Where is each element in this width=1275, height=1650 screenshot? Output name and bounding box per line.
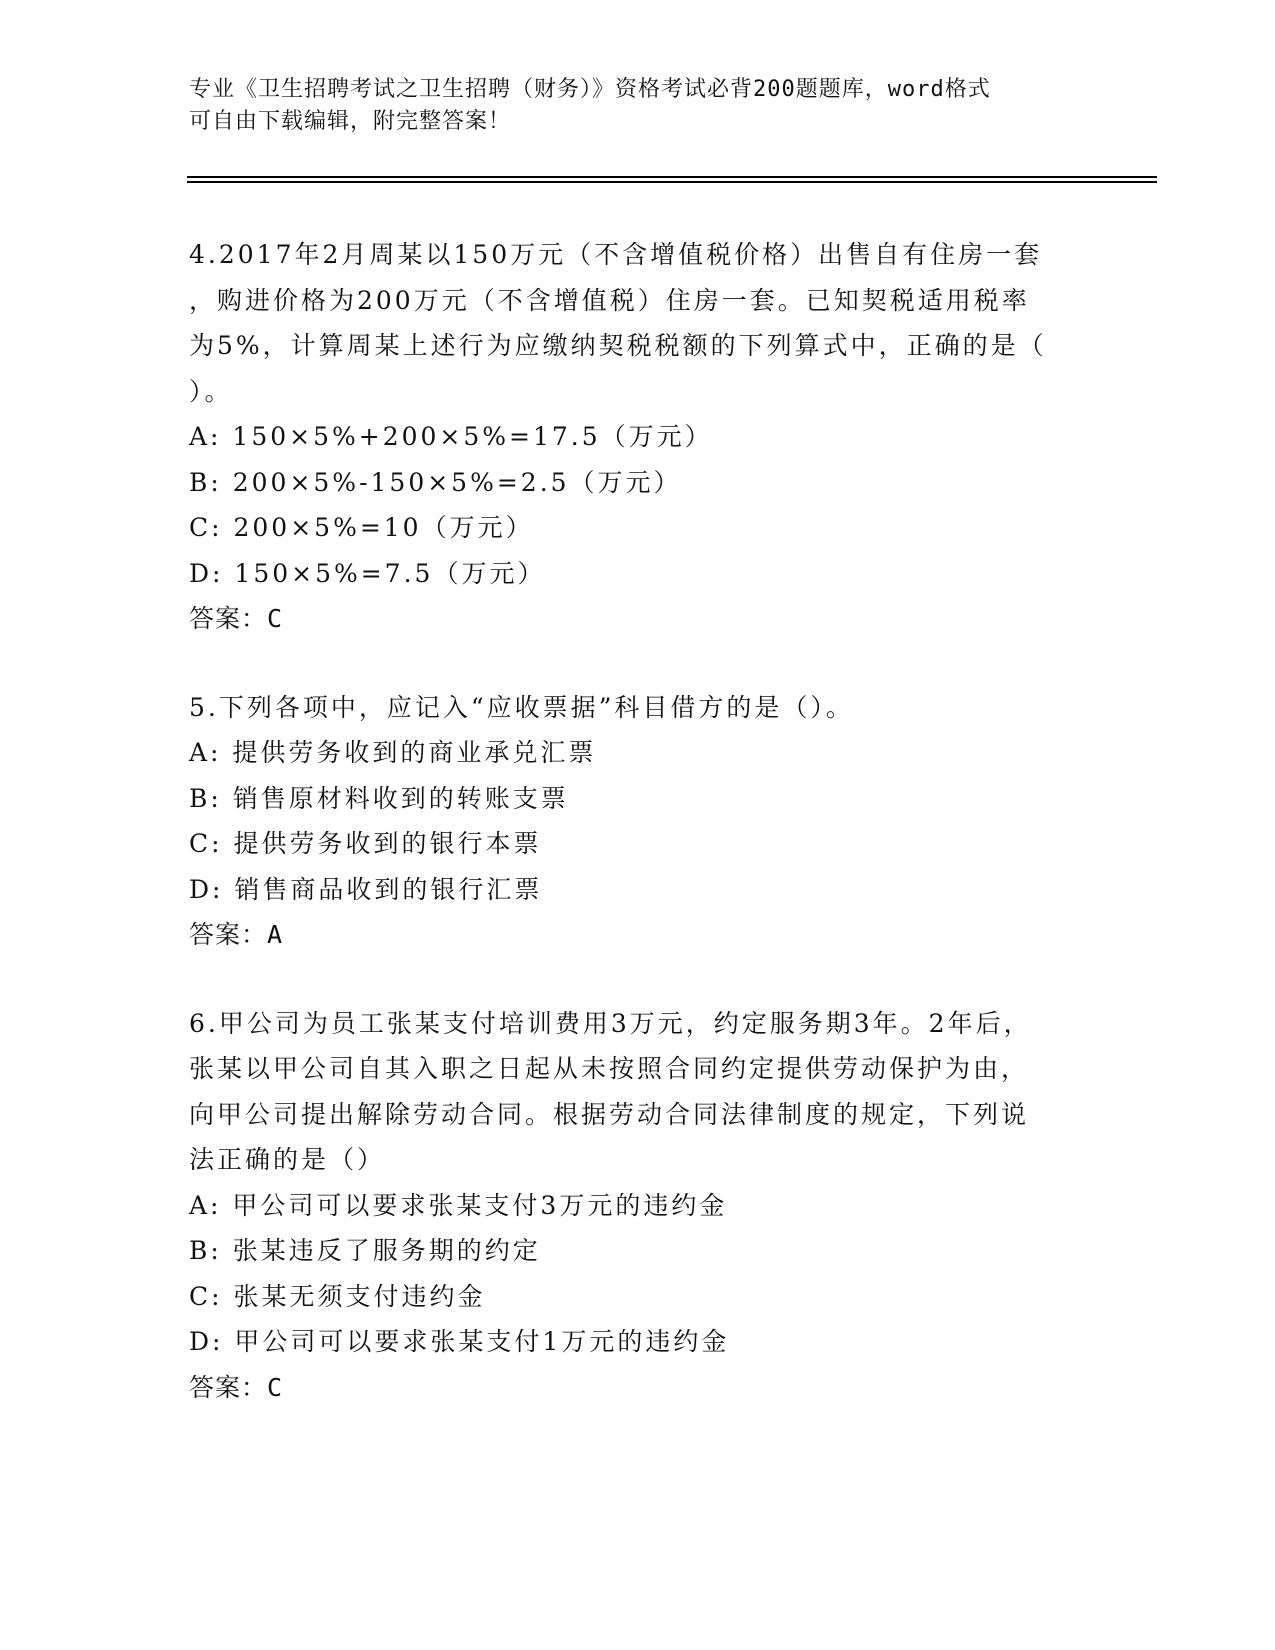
option-d: D: 销售商品收到的银行汇票 — [189, 874, 543, 904]
question-6 — [189, 1001, 1089, 1411]
option-a: A: 150×5%+200×5%=17.5（万元） — [189, 422, 713, 451]
option-b: B: 销售原材料收到的转账支票 — [189, 783, 569, 813]
option-c: C: 张某无须支付违约金 — [189, 1281, 486, 1311]
option-c: C: 200×5%=10（万元） — [189, 513, 534, 542]
option-d: D: 甲公司可以要求张某支付1万元的违约金 — [189, 1327, 730, 1356]
option-d: D: 150×5%=7.5（万元） — [189, 558, 546, 588]
answer-line: 答案：C — [189, 1372, 284, 1402]
option-b: B: 张某违反了服务期的约定 — [189, 1236, 541, 1265]
question-stem-line: 为5%，计算周某上述行为应缴纳契税税额的下列算式中，正确的是（ — [189, 331, 1047, 360]
option-b: B: 200×5%-150×5%=2.5（万元） — [189, 467, 682, 497]
question-5 — [189, 685, 1089, 958]
question-stem-line: 4.2017年2月周某以150万元（不含增值税价格）出售自有住房一套 — [189, 240, 1043, 269]
option-c: C: 提供劳务收到的银行本票 — [189, 829, 542, 858]
question-stem-line: 5.下列各项中，应记入“应收票据”科目借方的是（）。 — [189, 692, 854, 722]
header-divider-bottom — [187, 181, 1157, 183]
option-a: A: 提供劳务收到的商业承兑汇票 — [189, 738, 597, 767]
answer-line: 答案：A — [189, 920, 284, 949]
question-stem-line: 法正确的是（） — [189, 1145, 386, 1174]
question-list — [189, 232, 1089, 1453]
option-a: A: 甲公司可以要求张某支付3万元的违约金 — [189, 1190, 728, 1220]
question-stem-line: 向甲公司提出解除劳动合同。根据劳动合同法律制度的规定，下列说 — [189, 1099, 1030, 1129]
question-stem-line: ，购进价格为200万元（不含增值税）住房一套。已知契税适用税率 — [189, 285, 1030, 315]
header-line-2: 可自由下载编辑，附完整答案！ — [189, 109, 512, 134]
header-divider-top — [187, 176, 1157, 178]
answer-line: 答案：C — [189, 604, 284, 633]
document-header — [189, 74, 1069, 138]
header-line-1: 专业《卫生招聘考试之卫生招聘（财务）》资格考试必背200题题库，word格式 — [189, 77, 991, 102]
question-stem-line: ）。 — [189, 376, 233, 406]
question-stem-line: 张某以甲公司自其入职之日起从未按照合同约定提供劳动保护为由， — [189, 1054, 1030, 1083]
question-4 — [189, 232, 1089, 642]
question-stem-line: 6.甲公司为员工张某支付培训费用3万元，约定服务期3年。2年后， — [189, 1008, 1032, 1038]
